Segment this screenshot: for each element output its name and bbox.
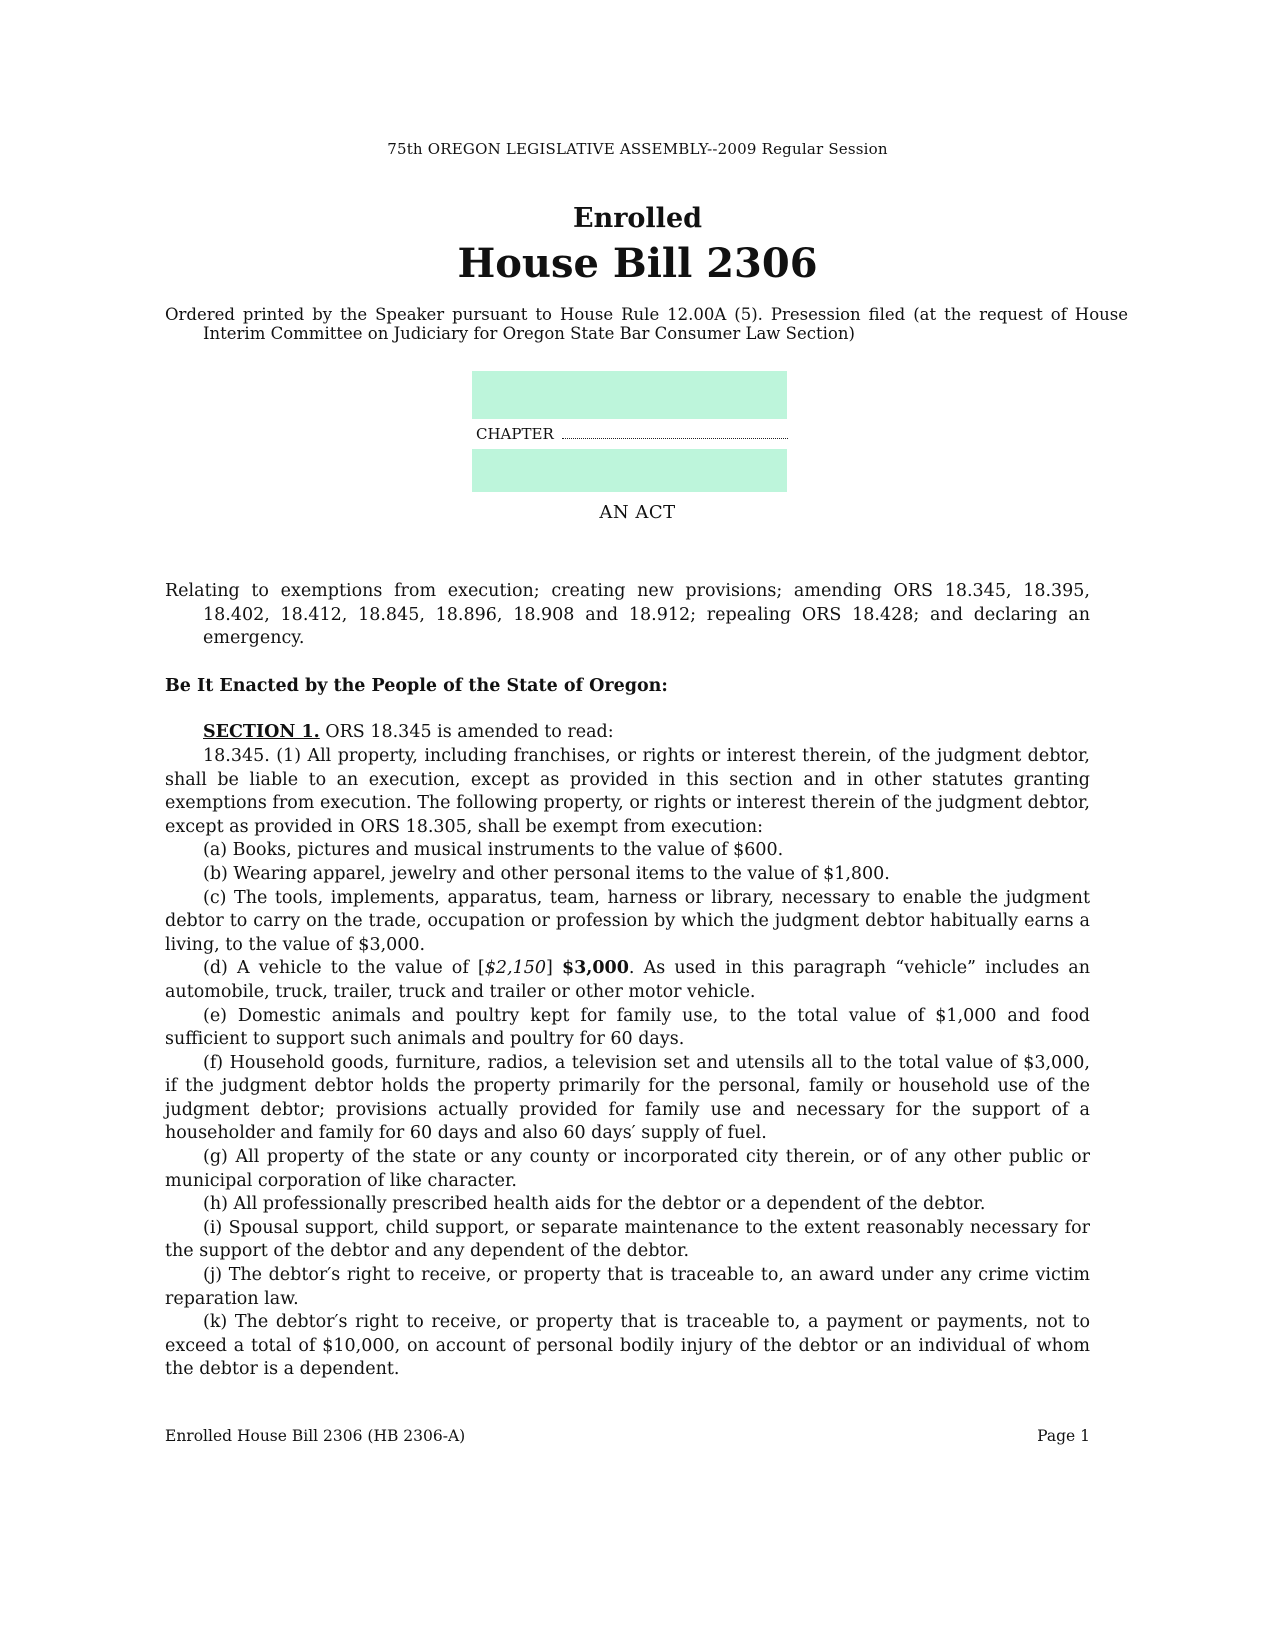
paragraph-g: (g) All property of the state or any county or incorporated city therein, or of any other public or municipal corporation of like character. — [165, 1147, 1090, 1191]
chapter-box-top — [472, 371, 787, 419]
paragraph-h: (h) All professionally prescribed health aids for the debtor or a dependent of the debtor. — [203, 1194, 986, 1215]
bill-title: House Bill 2306 — [457, 240, 818, 287]
chapter-line — [476, 425, 788, 443]
paragraph-i: (i) Spousal support, child support, or separate maintenance to the extent reasonably necessary for the support of the debtor and any dependent of the debtor. — [165, 1217, 1090, 1262]
paragraph-d-mid: ] — [545, 958, 562, 979]
paragraph-d-post: . As used in this paragraph “vehicle” includes an automobile, truck, trailer, truck and trailer or other motor vehicle. — [165, 958, 1090, 1002]
ors-18-345-subsection-1: 18.345. (1) All property, including franchises, or rights or interest therein, of the judgment debtor, shall be liable to an execution, except as provided in this section and in other statutes granting exemptions from execution. The following property, or rights or interest therein of the judgment debtor, except as provided in ORS 18.305, shall be exempt from execution: — [165, 745, 1090, 837]
section-1-heading: SECTION 1. — [203, 722, 320, 743]
paragraph-f: (f) Household goods, furniture, radios, a television set and utensils all to the total value of $3,000, if the judgment debtor holds the property primarily for the personal, family or household use of the judgment debtor; provisions actually provided for family use and necessary for the support of a householder and family for 60 days and also 60 days′ supply of fuel. — [165, 1052, 1090, 1144]
paragraph-c: (c) The tools, implements, apparatus, team, harness or library, necessary to enable the judgment debtor to carry on the trade, occupation or profession by which the judgment debtor habitually earns a living, to the value of $3,000. — [165, 887, 1090, 955]
relating-clause: Relating to exemptions from execution; creating new provisions; amending ORS 18.345, 18.395, 18.402, 18.412, 18.845, 18.896, 18.908 and 18.912; repealing ORS 18.428; and declaring an emergency. — [165, 581, 1090, 649]
paragraph-d-pre: (d) A vehicle to the value of [ — [203, 958, 485, 979]
chapter-box-bottom — [472, 449, 787, 492]
section-1-intro-text: ORS 18.345 is amended to read: — [319, 722, 614, 743]
deleted-text: $2,150 — [484, 958, 546, 979]
chapter-dotted-leader — [562, 426, 788, 439]
ordered-printed-note: Ordered printed by the Speaker pursuant to House Rule 12.00A (5). Presession filed (at the request of House Interim Committee on Judiciary for Oregon State Bar Consumer Law Section) — [165, 305, 1128, 343]
paragraph-k: (k) The debtor′s right to receive, or property that is traceable to, a payment or payments, not to exceed a total of $10,000, on account of personal bodily injury of the debtor or an individual of whom the debtor is a dependent. — [165, 1312, 1090, 1380]
footer-bill-id: Enrolled House Bill 2306 (HB 2306-A) — [165, 1427, 466, 1445]
section-1-intro — [165, 721, 1090, 745]
section-1 — [165, 721, 1090, 1382]
paragraph-b: (b) Wearing apparel, jewelry and other personal items to the value of $1,800. — [203, 863, 890, 884]
chapter-label: CHAPTER — [476, 425, 554, 443]
enacting-clause: Be It Enacted by the People of the State of Oregon: — [165, 675, 668, 696]
new-text: $3,000 — [561, 958, 629, 979]
session-header: 75th OREGON LEGISLATIVE ASSEMBLY--2009 Regular Session — [387, 140, 888, 158]
paragraph-j: (j) The debtor′s right to receive, or property that is traceable to, an award under any crime victim reparation law. — [165, 1265, 1090, 1309]
paragraph-d — [165, 957, 1090, 1004]
footer-page-number: Page 1 — [1037, 1427, 1090, 1445]
enrolled-label: Enrolled — [572, 203, 702, 234]
paragraph-e: (e) Domestic animals and poultry kept for family use, to the total value of $1,000 and food sufficient to support such animals and poultry for 60 days. — [165, 1005, 1090, 1050]
bill-body — [165, 580, 1090, 1382]
an-act-heading: AN ACT — [599, 502, 676, 523]
paragraph-a: (a) Books, pictures and musical instruments to the value of $600. — [203, 840, 784, 861]
